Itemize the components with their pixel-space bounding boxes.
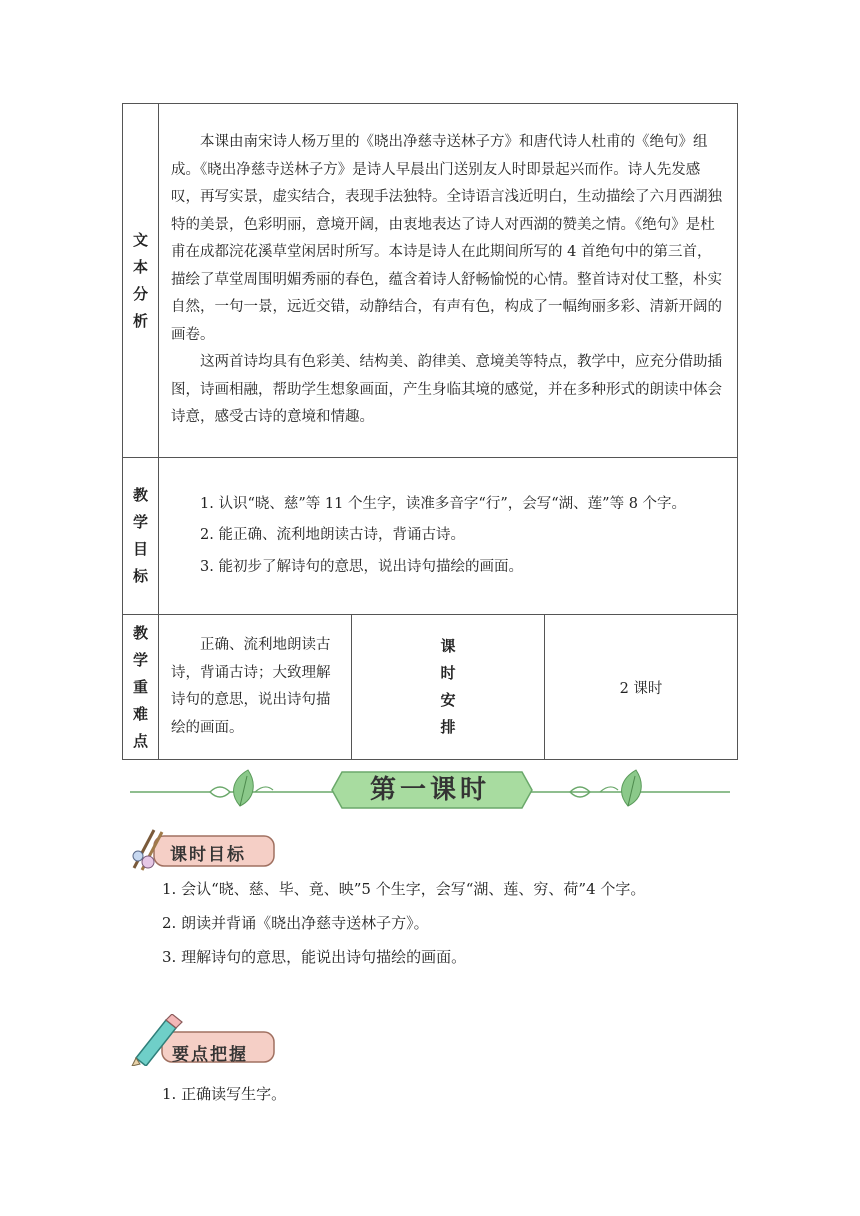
analysis-paragraph: 这两首诗均具有色彩美、结构美、韵律美、意境美等特点，教学中，应充分借助插图，诗画相融，帮助学生想象画面，产生身临其境的感觉，并在多种形式的朗读中体会诗意，感受古诗的意境和情趣。 xyxy=(171,354,722,426)
lesson-goal-item: 3. 理解诗句的意思，能说出诗句描绘的画面。 xyxy=(162,948,467,966)
header-char: 课 xyxy=(440,637,456,655)
header-char: 点 xyxy=(132,731,148,750)
header-text-analysis xyxy=(123,104,159,458)
header-char: 时 xyxy=(440,664,456,682)
header-char: 目 xyxy=(132,540,148,558)
lesson-goal-item: 1. 会认“晓、慈、毕、竟、映”5 个生字，会写“湖、莲、穷、荷”4 个字。 xyxy=(162,880,646,898)
header-char: 学 xyxy=(132,513,148,531)
header-char: 安 xyxy=(440,691,456,709)
header-key-points xyxy=(123,615,159,760)
leaf-icon xyxy=(622,770,642,806)
key-grasp-label: 要点把握 xyxy=(172,1045,248,1065)
header-char: 重 xyxy=(132,677,148,696)
teaching-goals-content xyxy=(159,458,738,615)
header-char: 难 xyxy=(132,704,148,723)
leaf-icon xyxy=(234,770,254,806)
row-key-points xyxy=(123,615,738,760)
header-char: 教 xyxy=(132,623,148,642)
header-schedule xyxy=(352,615,545,760)
lesson-goals-label: 课时目标 xyxy=(170,845,246,865)
left-vine-ornament xyxy=(130,787,335,797)
header-char: 析 xyxy=(132,311,148,330)
header-char: 本 xyxy=(132,257,148,276)
row-text-analysis xyxy=(123,104,738,458)
header-teaching-goals xyxy=(123,458,159,615)
schedule-value: 2 课时 xyxy=(545,615,738,760)
key-points-content xyxy=(159,615,352,760)
key-grasp-item: 1. 正确读写生字。 xyxy=(162,1085,287,1103)
header-char: 分 xyxy=(132,284,148,303)
header-char: 标 xyxy=(132,567,148,585)
header-char: 文 xyxy=(132,230,148,249)
goal-item: 1. 认识“晓、慈”等 11 个生字，读准多音字“行”，会写“湖、莲”等 8 个字。 xyxy=(200,495,687,512)
header-char: 排 xyxy=(440,718,456,736)
goal-item: 3. 能初步了解诗句的意思，说出诗句描绘的画面。 xyxy=(200,558,523,575)
lesson-banner-title: 第一课时 xyxy=(369,775,490,805)
analysis-paragraph: 本课由南宋诗人杨万里的《晓出净慈寺送林子方》和唐代诗人杜甫的《绝句》组成。《晓出净慈寺送林子方》是诗人早晨出门送别友人时即景起兴而作。诗人先发感叹，再写实景，虚实结合，表现手法独特。全诗语言浅近明白，生动描绘了六月西湖独特的美景，色彩明丽，意境开阔，由衷地表达了诗人对西湖的赞美之情。《绝句》是杜甫在成都浣花溪草堂闲居时所写。本诗是诗人在此期间所写的 4 首绝句中的第三首，描绘了草堂周围明媚秀丽的春色，蕴含着诗人舒畅愉悦的心情。整首诗对仗工整，朴实自然，一句一景，远近交错，动静结合，有声有色，构成了一幅绚丽多彩、清新开阔的画卷。 xyxy=(171,134,722,343)
lesson-plan-table xyxy=(122,103,738,760)
header-char: 学 xyxy=(132,650,148,669)
lesson-goal-item: 2. 朗读并背诵《晓出净慈寺送林子方》。 xyxy=(162,914,429,932)
goal-item: 2. 能正确、流利地朗读古诗，背诵古诗。 xyxy=(200,527,465,544)
key-points-text: 正确、流利地朗读古诗，背诵古诗；大致理解诗句的意思，说出诗句描绘的画面。 xyxy=(171,637,331,736)
text-analysis-content xyxy=(159,104,738,458)
row-teaching-goals xyxy=(123,458,738,615)
header-char: 教 xyxy=(132,486,148,504)
